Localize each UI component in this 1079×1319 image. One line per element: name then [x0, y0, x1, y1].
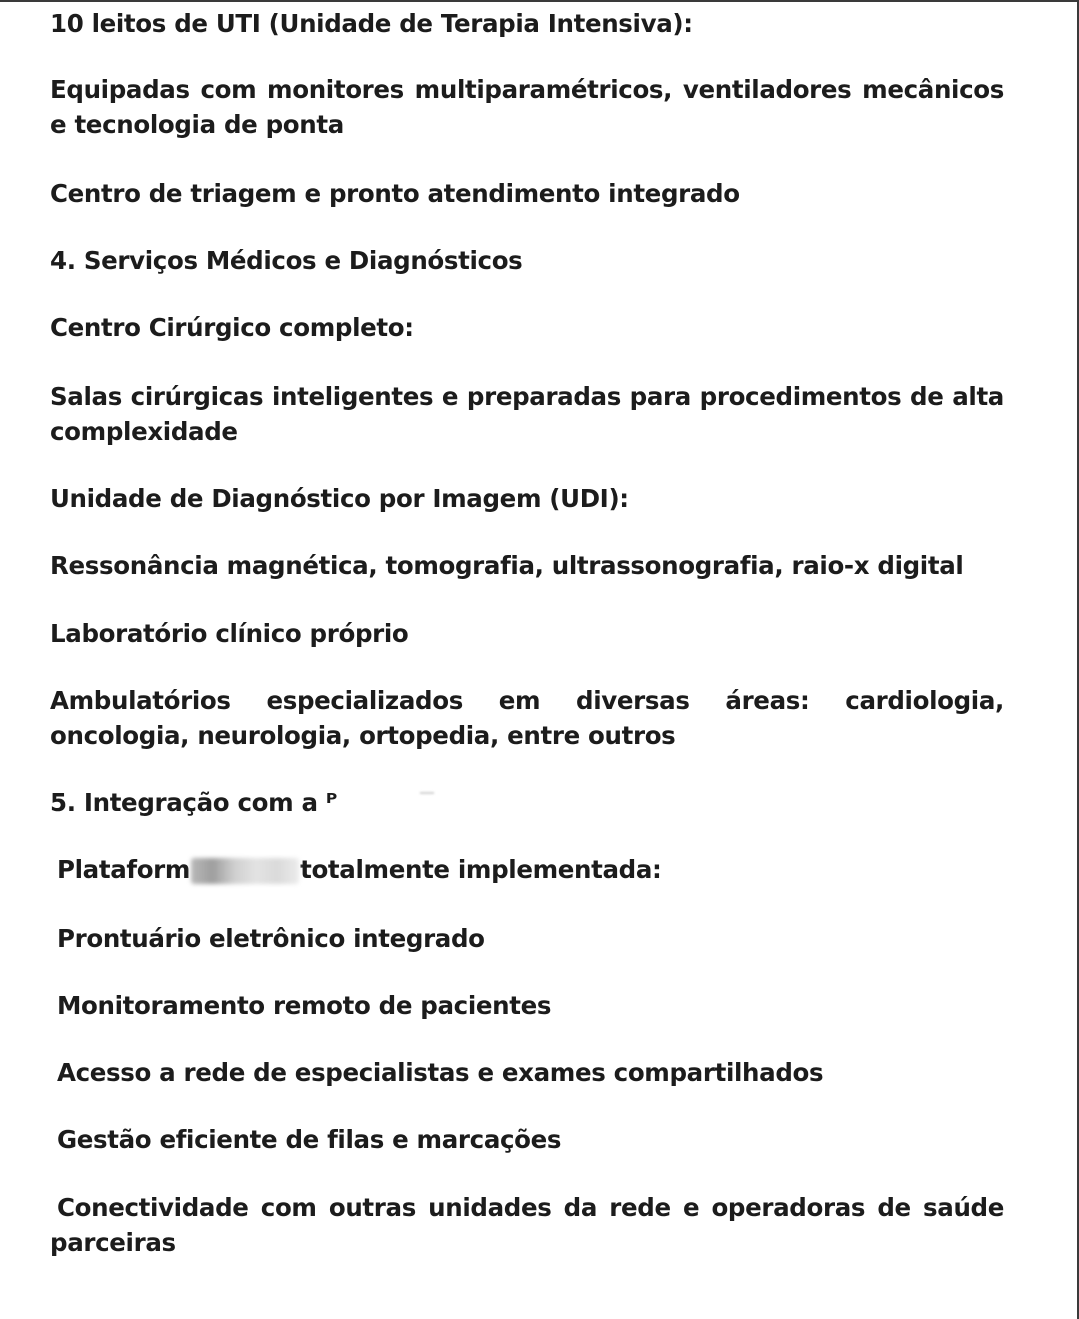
platform-item: Acesso a rede de especialistas e exames compartilhados	[57, 1058, 824, 1087]
imaging-services: Ressonância magnética, tomografia, ultrassonografia, raio-x digital	[50, 551, 964, 580]
imaging-unit-title: Unidade de Diagnóstico por Imagem (UDI):	[50, 484, 629, 513]
platform-line	[50, 852, 1004, 887]
redacted-blur	[191, 858, 299, 884]
platform-item: Conectividade com outras unidades da rede e operadoras de saúde parceiras	[50, 1193, 1004, 1257]
platform-item: Gestão eficiente de filas e marcações	[57, 1125, 562, 1154]
section-5-heading: 5. Integração com a ᴾ	[50, 788, 337, 817]
section-4-heading: 4. Serviços Médicos e Diagnósticos	[50, 246, 523, 275]
platform-item: Monitoramento remoto de pacientes	[57, 991, 552, 1020]
scan-smudge	[420, 792, 434, 794]
surgical-center-title: Centro Cirúrgico completo:	[50, 313, 414, 342]
surgical-rooms: Salas cirúrgicas inteligentes e preparadas para procedimentos de alta complexidade	[50, 382, 1004, 446]
clinical-lab: Laboratório clínico próprio	[50, 619, 409, 648]
platform-suffix: totalmente implementada:	[300, 855, 662, 884]
uti-equipment: Equipadas com monitores multiparamétricos, ventiladores mecânicos e tecnologia de ponta	[50, 75, 1004, 139]
platform-item: Prontuário eletrônico integrado	[57, 924, 485, 953]
ambulatory-services: Ambulatórios especializados em diversas áreas: cardiologia, oncologia, neurologia, ortopedia, entre outros	[50, 686, 1004, 750]
uti-title: 10 leitos de UTI (Unidade de Terapia Intensiva):	[50, 9, 693, 38]
platform-prefix: Plataform	[57, 855, 191, 884]
triage-center: Centro de triagem e pronto atendimento integrado	[50, 179, 740, 208]
